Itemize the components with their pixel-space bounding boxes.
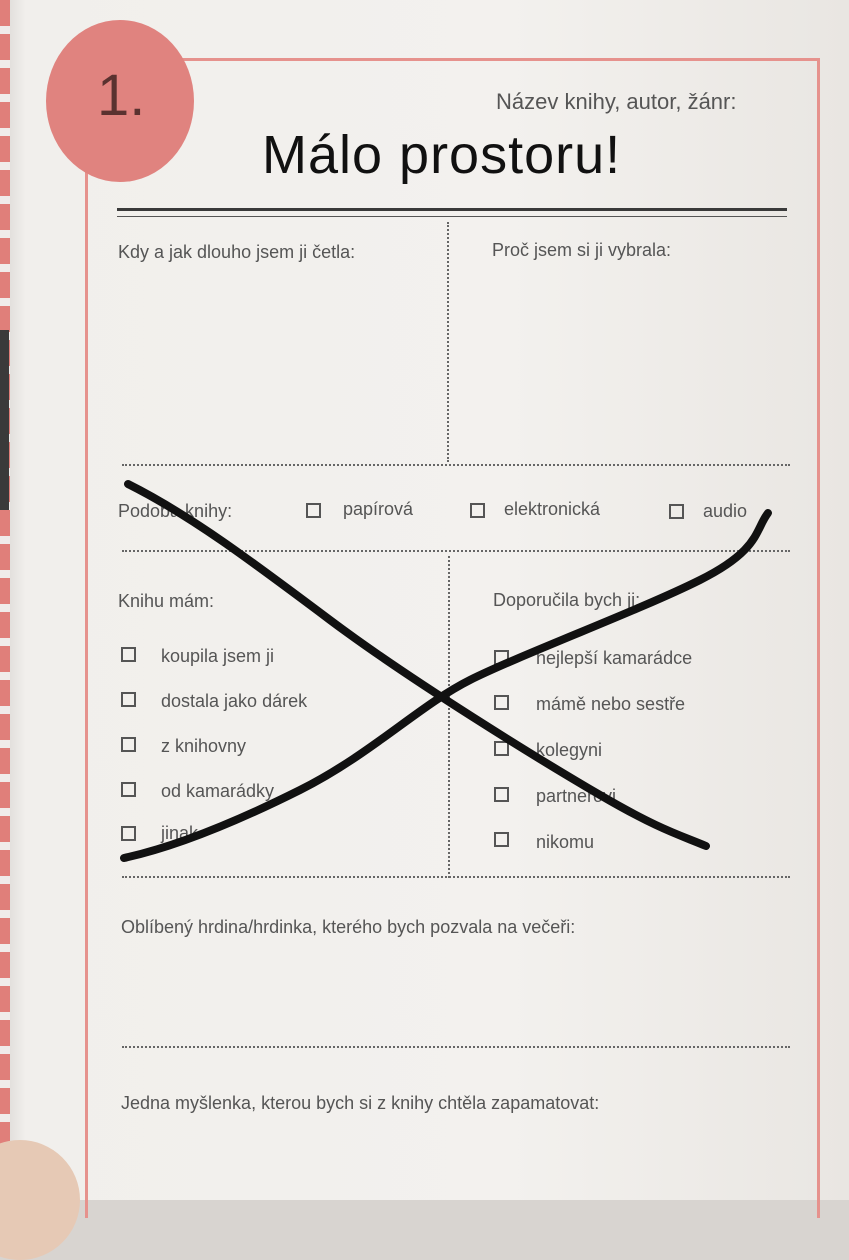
- when-label: Kdy a jak dlouho jsem ji četla:: [118, 242, 356, 262]
- checkbox-have-library[interactable]: [121, 737, 136, 752]
- checkbox-rec-colleague[interactable]: [494, 741, 509, 756]
- option-have-gift: dostala jako dárek: [161, 691, 308, 711]
- option-have-library: z knihovny: [161, 736, 247, 756]
- option-rec-partner: partnerovi: [536, 786, 617, 806]
- divider-dots: [122, 1046, 790, 1048]
- recommend-label: Doporučila bych ji:: [493, 590, 641, 610]
- checkbox-have-other[interactable]: [121, 826, 136, 841]
- page-frame: [85, 58, 820, 1218]
- divider-dots: [122, 550, 790, 552]
- checkbox-audio[interactable]: [669, 504, 684, 519]
- thought-label: Jedna myšlenka, kterou bych si z knihy chtěla zapamatovat:: [121, 1093, 600, 1113]
- option-have-friend: od kamarádky: [161, 781, 275, 801]
- checkbox-have-bought[interactable]: [121, 647, 136, 662]
- title-rule-thin: [117, 216, 787, 217]
- option-rec-family: mámě nebo sestře: [536, 694, 686, 714]
- hero-label: Oblíbený hrdina/hrdinka, kterého bych pozvala na večeři:: [121, 917, 576, 937]
- checkbox-rec-bestfriend[interactable]: [494, 650, 509, 665]
- title-label: Název knihy, autor, žánr:: [496, 89, 737, 114]
- page-edge-shadow: [0, 330, 9, 510]
- option-paper: papírová: [343, 499, 414, 519]
- have-label: Knihu mám:: [118, 591, 215, 611]
- checkbox-rec-nobody[interactable]: [494, 832, 509, 847]
- option-rec-nobody: nikomu: [536, 832, 595, 852]
- title-rule: [117, 208, 787, 211]
- divider-dots: [122, 464, 790, 466]
- option-have-other: jinak: [161, 823, 199, 843]
- why-label: Proč jsem si ji vybrala:: [492, 240, 672, 260]
- form-label: Podoba knihy:: [118, 501, 233, 521]
- column-divider-top: [447, 222, 449, 462]
- page-edge-strip: [0, 0, 10, 1200]
- option-have-bought: koupila jsem ji: [161, 646, 275, 666]
- page-number: 1.: [97, 63, 146, 128]
- finger: [0, 1140, 80, 1260]
- checkbox-have-gift[interactable]: [121, 692, 136, 707]
- handwritten-note: Málo prostoru!: [262, 125, 622, 185]
- checkbox-rec-family[interactable]: [494, 695, 509, 710]
- option-rec-bestfriend: nejlepší kamarádce: [536, 648, 693, 668]
- checkbox-ebook[interactable]: [470, 503, 485, 518]
- checkbox-have-friend[interactable]: [121, 782, 136, 797]
- divider-dots: [122, 876, 790, 878]
- option-ebook: elektronická: [504, 499, 601, 519]
- option-rec-colleague: kolegyni: [536, 740, 603, 760]
- column-divider-middle: [448, 556, 450, 878]
- checkbox-paper[interactable]: [306, 503, 321, 518]
- option-audio: audio: [703, 501, 748, 521]
- checkbox-rec-partner[interactable]: [494, 787, 509, 802]
